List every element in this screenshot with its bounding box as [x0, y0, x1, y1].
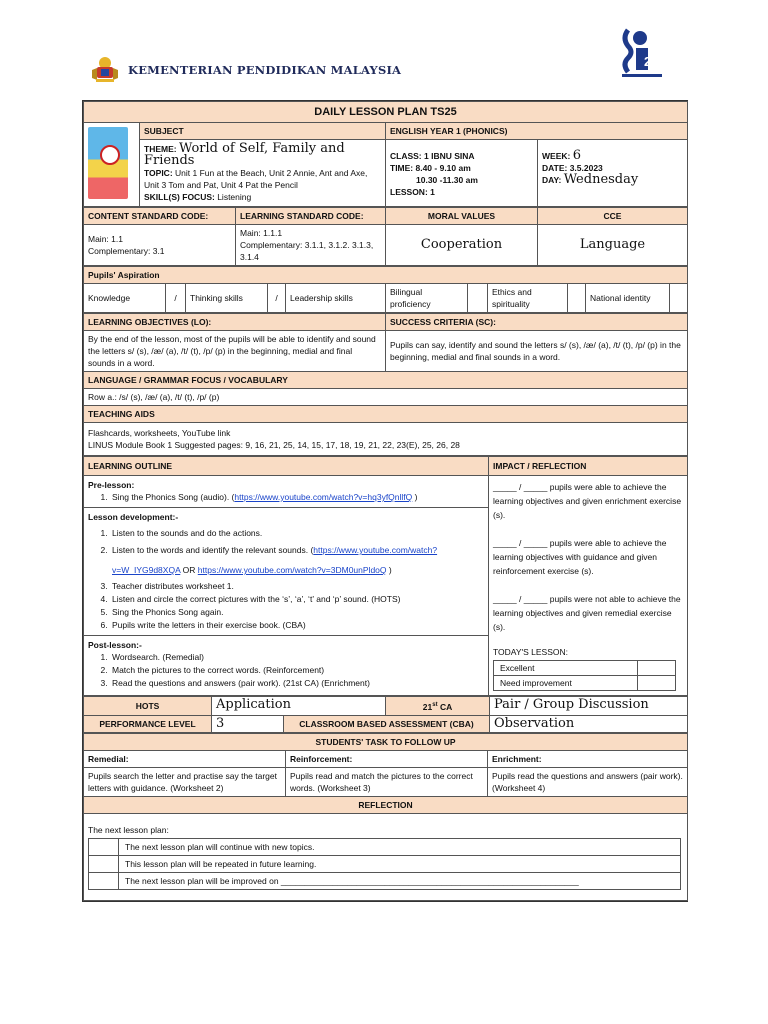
- subject-value: ENGLISH YEAR 1 (PHONICS): [386, 123, 688, 140]
- impact-enrichment: _____ / _____ pupils were able to achieve the learning objectives and given enrichment exercise (s).: [493, 482, 682, 520]
- aspiration-national: National identity: [586, 284, 670, 313]
- aspiration-tick-empty: [568, 284, 586, 313]
- content-comp: Complementary: 3.1: [88, 246, 165, 256]
- aspiration-tick: /: [166, 284, 186, 313]
- enrichment-label: Enrichment:: [488, 750, 688, 767]
- week-value: 6: [572, 148, 581, 163]
- impact-label: IMPACT / REFLECTION: [489, 457, 688, 476]
- aspiration-tick-empty: [670, 284, 688, 313]
- textbook-cover-image: [88, 127, 128, 199]
- aspiration-knowledge: Knowledge: [84, 284, 166, 313]
- moral-values-label: MORAL VALUES: [386, 208, 538, 225]
- today-lesson-table: [493, 660, 676, 691]
- need-improvement-tick[interactable]: [638, 676, 676, 691]
- lesson-value: LESSON: 1: [390, 187, 435, 197]
- aids-label: TEACHING AIDS: [84, 406, 688, 423]
- aspiration-leadership: Leadership skills: [286, 284, 386, 313]
- youtube-link[interactable]: https://www.youtube.com/watch?v=3DM0unPldoQ: [197, 565, 387, 575]
- lesson-plan-sheet: [82, 100, 688, 902]
- performance-level-value: 3: [212, 715, 284, 732]
- development-item: 3. Teacher distributes worksheet 1.: [110, 580, 484, 593]
- document-header: [88, 52, 688, 92]
- aspiration-tick-empty: [468, 284, 488, 313]
- development-item: 4. Listen and circle the correct pictures with the ‘s’, ‘a’, ‘t’ and ‘p’ sound. (HOTS): [110, 593, 484, 606]
- next-lesson-option-3: The next lesson plan will be improved on _______________________________________________________________: [119, 872, 681, 889]
- aspiration-thinking: Thinking skills: [186, 284, 268, 313]
- hots-label: HOTS: [84, 697, 212, 716]
- tasks-label: STUDENTS' TASK TO FOLLOW UP: [84, 733, 688, 750]
- next-lesson-option-1: The next lesson plan will continue with new topics.: [119, 838, 681, 855]
- reinforcement-label: Reinforcement:: [286, 750, 488, 767]
- option-checkbox[interactable]: [89, 838, 119, 855]
- ministry-name: KEMENTERIAN PENDIDIKAN MALAYSIA: [128, 63, 402, 77]
- topic-label: TOPIC:: [144, 168, 173, 178]
- time-value-2: 10.30 -11.30 am: [416, 175, 478, 185]
- aids-line-1: Flashcards, worksheets, YouTube link: [88, 428, 231, 438]
- pre-lesson-section: [84, 476, 488, 508]
- language-label: LANGUAGE / GRAMMAR FOCUS / VOCABULARY: [84, 372, 688, 389]
- development-item: 2. Listen to the words and identify the relevant sounds. (https://www.youtube.com/watch?v=W_IYG9d8XQA OR https://www.youtube.com/watch?v=3DM0unPldoQ ): [110, 540, 484, 580]
- youtube-link[interactable]: https://www.youtube.com/watch?v=W_IYG9d8XQA: [112, 545, 438, 575]
- aids-line-2: LINUS Module Book 1 Suggested pages: 9, 16, 21, 25, 14, 15, 17, 18, 19, 21, 22, 23(E), 25, 26, 28: [88, 440, 460, 450]
- excellent-tick[interactable]: [638, 661, 676, 676]
- learning-main: Main: 1.1.1: [240, 228, 283, 238]
- development-label: Lesson development:-: [88, 512, 179, 522]
- youtube-link[interactable]: https://www.youtube.com/watch?v=hq3yfQnllfQ: [234, 492, 413, 502]
- ca-value: Pair / Group Discussion: [490, 697, 688, 716]
- aids-cell: [84, 423, 688, 456]
- day-value: Wednesday: [563, 172, 639, 187]
- impact-reinforcement: _____ / _____ pupils were able to achieve the learning objectives with guidance and given reinforcement exercise (s).: [493, 538, 667, 576]
- class-value: CLASS: 1 IBNU SINA: [390, 151, 475, 161]
- enrichment-text: Pupils read the questions and answers (pair work). (Worksheet 4): [488, 767, 688, 796]
- week-date-cell: [538, 140, 688, 207]
- learning-standard-cell: [236, 225, 386, 266]
- moral-value: Cooperation: [386, 225, 538, 266]
- theme-value: World of Self, Family and Friends: [144, 141, 345, 168]
- skill-value: Listening: [217, 192, 252, 202]
- aspiration-ethics: Ethics and spirituality: [488, 284, 568, 313]
- content-main: Main: 1.1: [88, 234, 123, 244]
- time-value: TIME: 8.40 - 9.10 am: [390, 163, 471, 173]
- option-checkbox[interactable]: [89, 872, 119, 889]
- post-lesson-item: 1. Wordsearch. (Remedial): [110, 651, 484, 664]
- impact-cell: [489, 476, 688, 696]
- cba-value: Observation: [490, 715, 688, 732]
- learning-standard-label: LEARNING STANDARD CODE:: [236, 208, 386, 225]
- remedial-text: Pupils search the letter and practise say the target letters with guidance. (Worksheet 2): [84, 767, 286, 796]
- ts25-logo-icon: [618, 24, 666, 80]
- aspiration-label: Pupils' Aspiration: [84, 267, 688, 284]
- week-label: WEEK:: [542, 151, 571, 161]
- book-cover-cell: [84, 123, 140, 207]
- subject-label: SUBJECT: [140, 123, 386, 140]
- aspiration-tick: /: [268, 284, 286, 313]
- skill-label: SKILL(S) FOCUS:: [144, 192, 215, 202]
- learning-comp: Complementary: 3.1.1, 3.1.2. 3.1.3, 3.1.4: [240, 240, 374, 262]
- option-checkbox[interactable]: [89, 855, 119, 872]
- cce-label: CCE: [538, 208, 688, 225]
- today-lesson-label: TODAY'S LESSON:: [493, 647, 568, 657]
- content-standard-label: CONTENT STANDARD CODE:: [84, 208, 236, 225]
- outline-label: LEARNING OUTLINE: [84, 457, 489, 476]
- topic-value: Unit 1 Fun at the Beach, Unit 2 Annie, Ant and Axe, Unit 3 Tom and Pat, Unit 4 Pat the Pencil: [144, 168, 368, 190]
- lo-text: By the end of the lesson, most of the pupils will be able to identify and sound the letters s/ (s), /æ/ (a), /t/ (t), /p/ (p) in the beginning, medial and final sounds in a word.: [84, 331, 386, 372]
- hots-value: Application: [212, 697, 386, 716]
- sc-label: SUCCESS CRITERIA (SC):: [386, 314, 688, 331]
- development-item: 5. Sing the Phonics Song again.: [110, 606, 484, 619]
- theme-label: THEME:: [144, 144, 177, 154]
- ca-label: 21st CA: [386, 697, 490, 716]
- sc-text: Pupils can say, identify and sound the letters s/ (s), /æ/ (a), /t/ (t), /p/ (p) in the beginning, medial and final sounds in a word.: [386, 331, 688, 372]
- plan-title: DAILY LESSON PLAN TS25: [84, 102, 688, 123]
- outline-cell: [84, 476, 489, 696]
- next-lesson-label: The next lesson plan:: [88, 824, 169, 835]
- class-time-cell: [386, 140, 538, 207]
- performance-level-label: PERFORMANCE LEVEL: [84, 715, 212, 732]
- theme-cell: [140, 140, 386, 207]
- next-lesson-option-2: This lesson plan will be repeated in future learning.: [119, 855, 681, 872]
- malaysia-crest-icon: [90, 54, 120, 84]
- pre-lesson-item: 1. Sing the Phonics Song (audio). (https://www.youtube.com/watch?v=hq3yfQnllfQ ): [110, 491, 484, 504]
- reinforcement-text: Pupils read and match the pictures to the correct words. (Worksheet 3): [286, 767, 488, 796]
- reflection-label: REFLECTION: [84, 796, 688, 813]
- aspiration-bilingual: Bilingual proficiency: [386, 284, 468, 313]
- date-value: DATE: 3.5.2023: [542, 163, 603, 173]
- language-value: Row a.: /s/ (s), /æ/ (a), /t/ (t), /p/ (p): [84, 389, 688, 406]
- remedial-label: Remedial:: [84, 750, 286, 767]
- svg-text:25: 25: [644, 54, 659, 69]
- lo-label: LEARNING OBJECTIVES (LO):: [84, 314, 386, 331]
- post-lesson-item: 2. Match the pictures to the correct words. (Reinforcement): [110, 664, 484, 677]
- pre-lesson-label: Pre-lesson:: [88, 480, 135, 490]
- post-lesson-label: Post-lesson:-: [88, 640, 142, 650]
- cba-label: CLASSROOM BASED ASSESSMENT (CBA): [284, 715, 490, 732]
- development-item: 6. Pupils write the letters in their exercise book. (CBA): [110, 619, 484, 632]
- next-lesson-table: [88, 838, 681, 890]
- content-standard-cell: [84, 225, 236, 266]
- day-label: DAY:: [542, 175, 562, 185]
- post-lesson-section: [84, 636, 488, 693]
- excellent-label: Excellent: [494, 661, 638, 676]
- post-lesson-item: 3. Read the questions and answers (pair work). (21st CA) (Enrichment): [110, 677, 484, 690]
- development-section: [84, 508, 488, 636]
- development-item: 1. Listen to the sounds and do the actions.: [110, 527, 484, 540]
- reflection-cell: [84, 813, 688, 900]
- impact-remedial: _____ / _____ pupils were not able to achieve the learning objectives and given remedial exercise (s).: [493, 594, 681, 632]
- need-improvement-label: Need improvement: [494, 676, 638, 691]
- cce-value: Language: [538, 225, 688, 266]
